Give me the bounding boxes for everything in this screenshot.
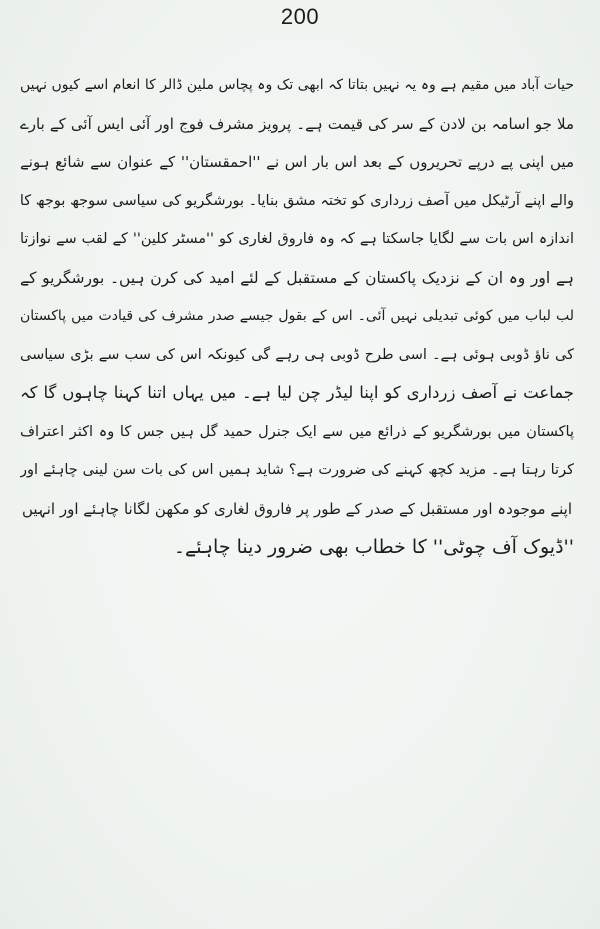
text-line-11: کرتا رہتا ہے۔ مزید کچھ کہنے کی ضرورت ہے؟ شاید ہمیں اس کی بات سن لینی چاہئے اور bbox=[20, 462, 574, 478]
text-line-7: لب لباب میں کوئی تبدیلی نہیں آئی۔ اس کے بقول جیسے صدر مشرف کی قیادت میں پاکستان bbox=[20, 308, 574, 324]
page-number: 200 bbox=[280, 4, 320, 29]
text-line-8: کی ناؤ ڈوبی ہوئی ہے۔ اسی طرح ڈوبی ہی رہے گی کیونکہ اس کی سب سے بڑی سیاسی bbox=[20, 346, 574, 363]
text-line-1: حیات آباد میں مقیم ہے وہ یہ نہیں بتاتا کہ ابھی تک وہ پچاس ملین ڈالر کا انعام اسے کیوں نہیں bbox=[20, 77, 574, 93]
text-line-13: ''ڈیوک آف چوٹی'' کا خطاب بھی ضرور دینا چاہئے۔ bbox=[173, 536, 574, 558]
text-line-9: جماعت نے آصف زرداری کو اپنا لیڈر چن لیا ہے۔ میں یہاں اتنا کہنا چاہوں گا کہ bbox=[20, 383, 574, 402]
text-line-2: ملا جو اسامہ بن لادن کے سر کی قیمت ہے۔ پرویز مشرف فوج اور آئی ایس آئی کے بارے bbox=[20, 114, 574, 133]
text-line-5: اندازہ اس بات سے لگایا جاسکتا ہے کہ وہ فاروق لغاری کو ''مسٹر کلین'' کے لقب سے نوازتا bbox=[20, 231, 574, 247]
text-line-6: ہے اور وہ ان کے نزدیک پاکستان کے مستقبل کے لئے امید کی کرن ہیں۔ بورشگریو کے bbox=[20, 268, 574, 287]
text-line-4: والے اپنے آرٹیکل میں آصف زرداری کو تختہ مشق بنایا۔ بورشگریو کی سیاسی سوجھ بوجھ کا bbox=[20, 192, 574, 209]
text-line-12: اپنے موجودہ اور مستقبل کے صدر کے طور پر فاروق لغاری کو مکھن لگانا چاہئے اور انہیں bbox=[21, 499, 572, 518]
text-line-10: پاکستان میں بورشگریو کے ذرائع میں سے ایک جنرل حمید گل ہیں جس کا وہ اکثر اعتراف bbox=[20, 423, 574, 440]
body-text bbox=[20, 66, 574, 567]
text-line-3: میں اپنی پے درپے تحریروں کے بعد اس بار اس نے ''احمقستان'' کے عنوان سے شائع ہونے bbox=[20, 153, 574, 171]
